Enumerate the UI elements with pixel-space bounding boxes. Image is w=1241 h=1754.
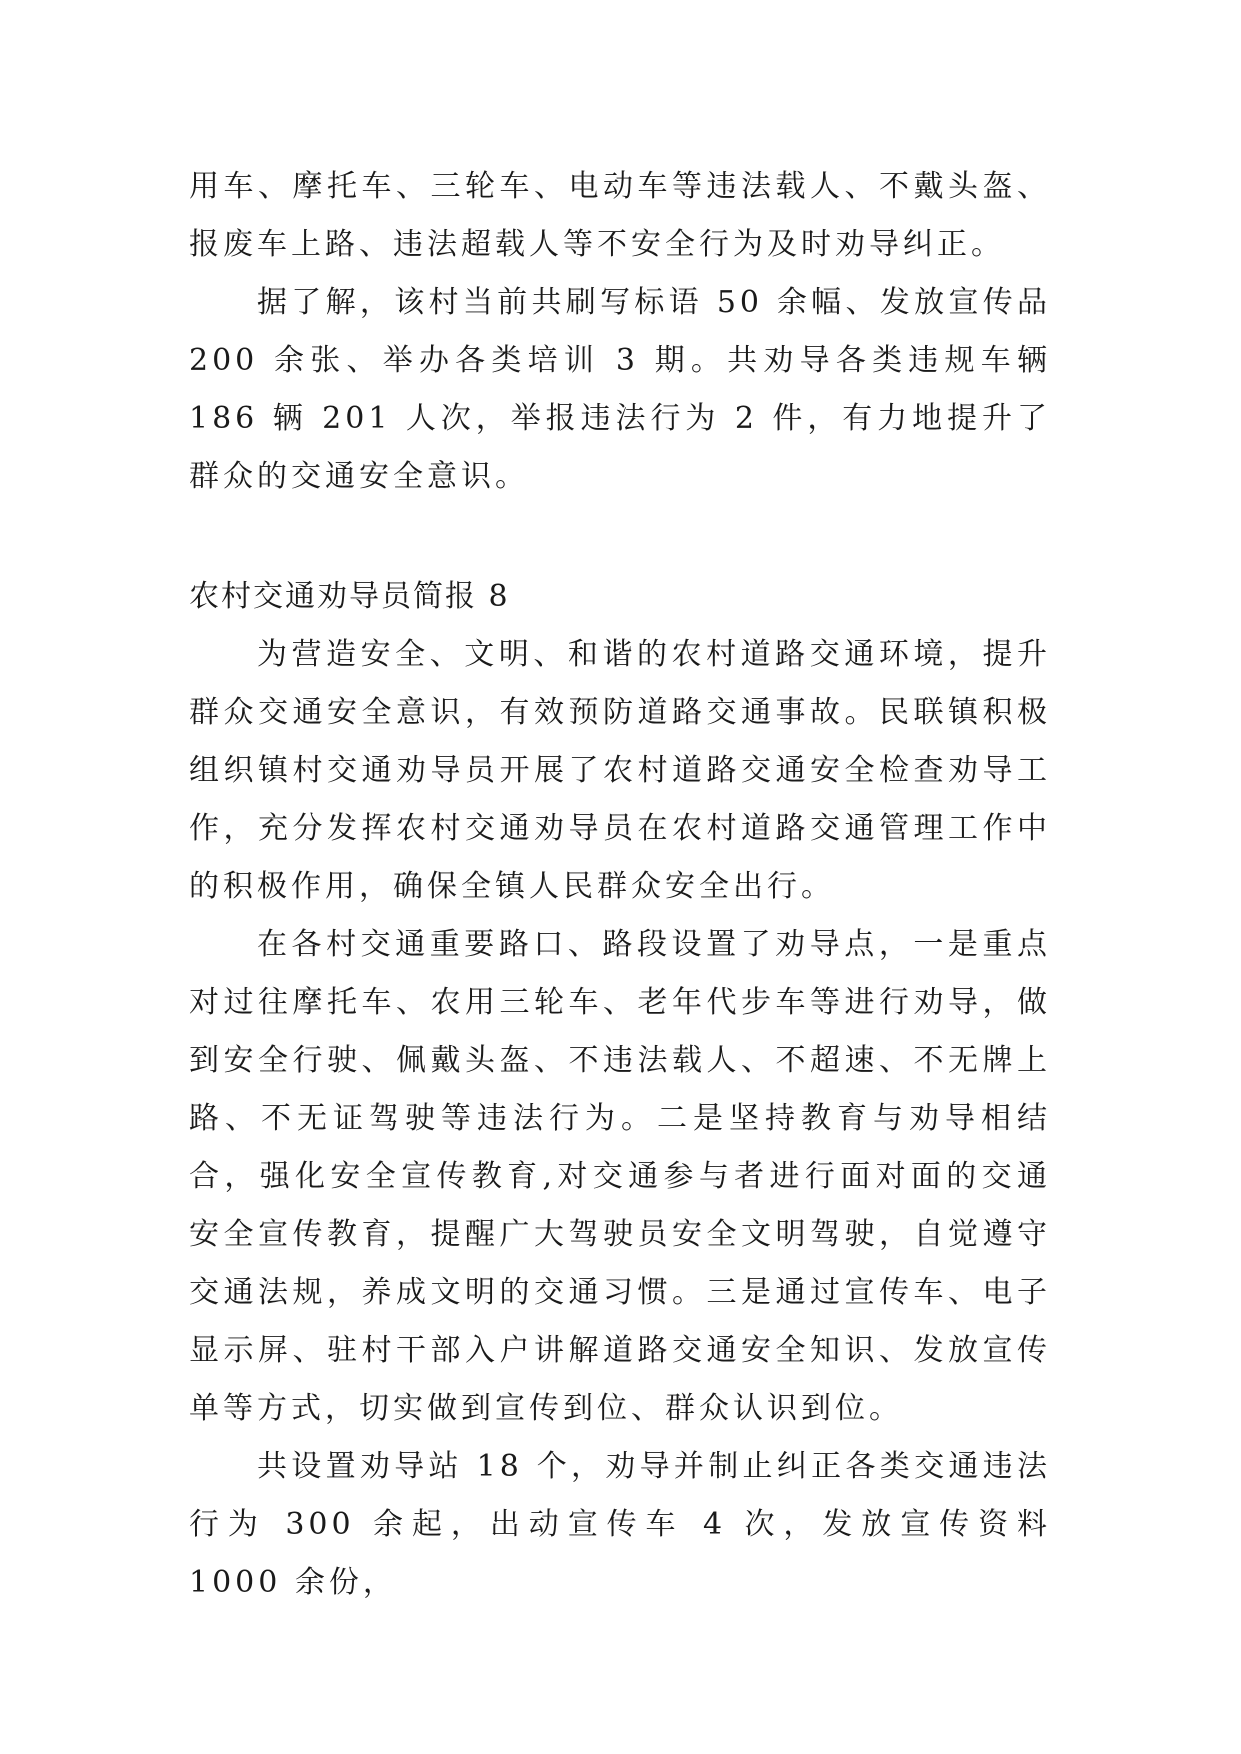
paragraph-results: 共设置劝导站 18 个，劝导并制止纠正各类交通违法行为 300 余起，出动宣传车 4 次，发放宣传资料 1000 余份，: [189, 1449, 1051, 1600]
paragraph-measures: 在各村交通重要路口、路段设置了劝导点，一是重点对过往摩托车、农用三轮车、老年代步车等进行劝导，做到安全行驶、佩戴头盔、不违法载人、不超速、不无牌上路、不无证驾驶等违法行为。二是坚持教育与劝导相结合，强化安全宣传教育,对交通参与者进行面对面的交通安全宣传教育，提醒广大驾驶员安全文明驾驶，自觉遵守交通法规，养成文明的交通习惯。三是通过宣传车、电子显示屏、驻村干部入户讲解道路交通安全知识、发放宣传单等方式，切实做到宣传到位、群众认识到位。: [189, 927, 1051, 1426]
paragraph-intro: 为营造安全、文明、和谐的农村道路交通环境，提升群众交通安全意识，有效预防道路交通事故。民联镇积极组织镇村交通劝导员开展了农村道路交通安全检查劝导工作，充分发挥农村交通劝导员在农村道路交通管理工作中的积极作用，确保全镇人民群众安全出行。: [189, 637, 1051, 904]
paragraph-continuation: 用车、摩托车、三轮车、电动车等违法载人、不戴头盔、报废车上路、违法超载人等不安全行为及时劝导纠正。: [189, 169, 1051, 262]
section-title: 农村交通劝导员简报 8: [189, 579, 510, 614]
paragraph-statistics: 据了解，该村当前共刷写标语 50 余幅、发放宣传品 200 余张、举办各类培训 3 期。共劝导各类违规车辆 186 辆 201 人次，举报违法行为 2 件，有力地提升了群众的交通安全意识。: [189, 285, 1051, 494]
